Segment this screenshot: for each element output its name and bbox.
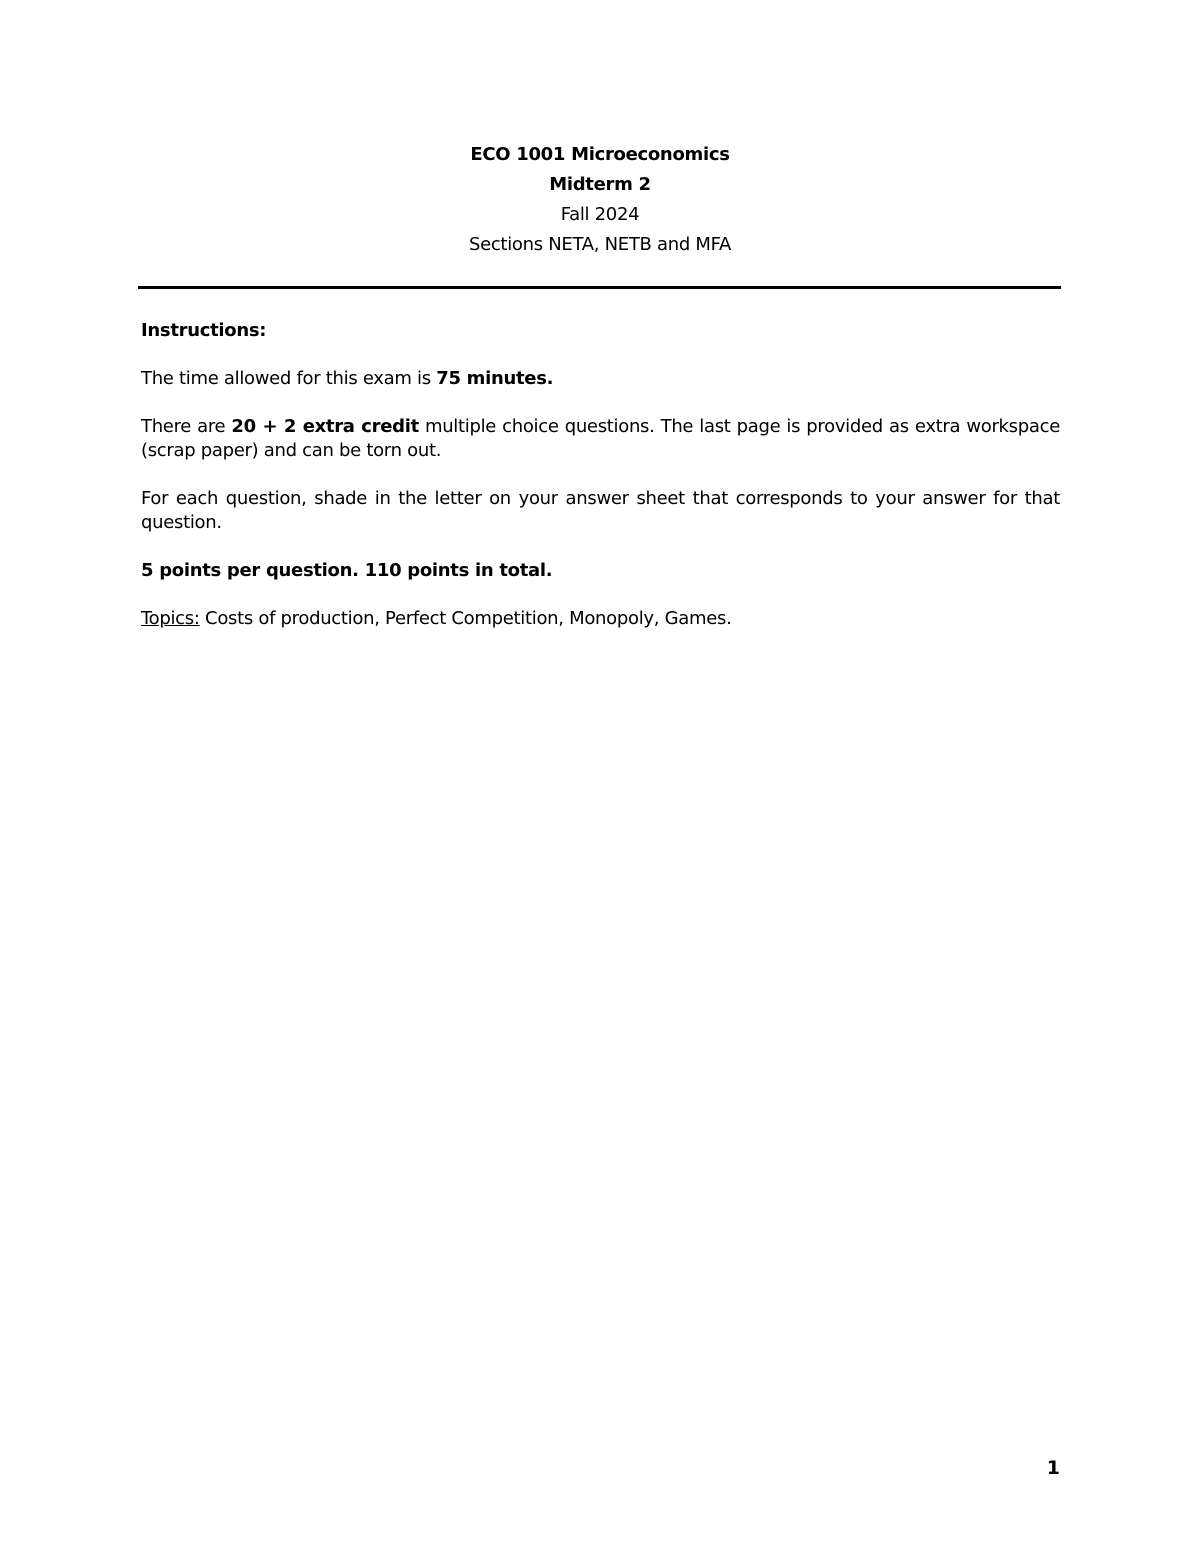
course-title: ECO 1001 Microeconomics xyxy=(470,144,730,165)
time-allowed-duration: 75 minutes. xyxy=(436,368,554,389)
header-divider xyxy=(138,286,1061,289)
exam-title: Midterm 2 xyxy=(549,174,651,195)
answer-sheet-paragraph: For each question, shade in the letter on your answer sheet that corresponds to your answer for that question. xyxy=(141,488,1060,533)
instructions-heading: Instructions: xyxy=(141,320,267,341)
time-allowed-paragraph xyxy=(141,367,1060,391)
exam-sections: Sections NETA, NETB and MFA xyxy=(468,234,732,255)
topics-label: Topics: xyxy=(141,608,200,629)
topics-text: Costs of production, Perfect Competition, Monopoly, Games. xyxy=(199,608,732,629)
topics-paragraph xyxy=(141,607,1060,631)
question-count-prefix: There are xyxy=(141,416,232,437)
instructions-body xyxy=(141,319,1060,655)
exam-term: Fall 2024 xyxy=(560,204,640,225)
points-paragraph: 5 points per question. 110 points in total. xyxy=(141,560,553,581)
question-count-paragraph xyxy=(141,415,1060,463)
question-count: 20 + 2 extra credit xyxy=(231,416,419,437)
time-allowed-text: The time allowed for this exam is xyxy=(141,368,437,389)
question-count-suffix: multiple choice questions. The last page is provided as extra workspace (scrap paper) and can be torn out. xyxy=(141,416,1060,461)
page-number: 1 xyxy=(1046,1457,1060,1479)
exam-header xyxy=(0,140,1200,260)
